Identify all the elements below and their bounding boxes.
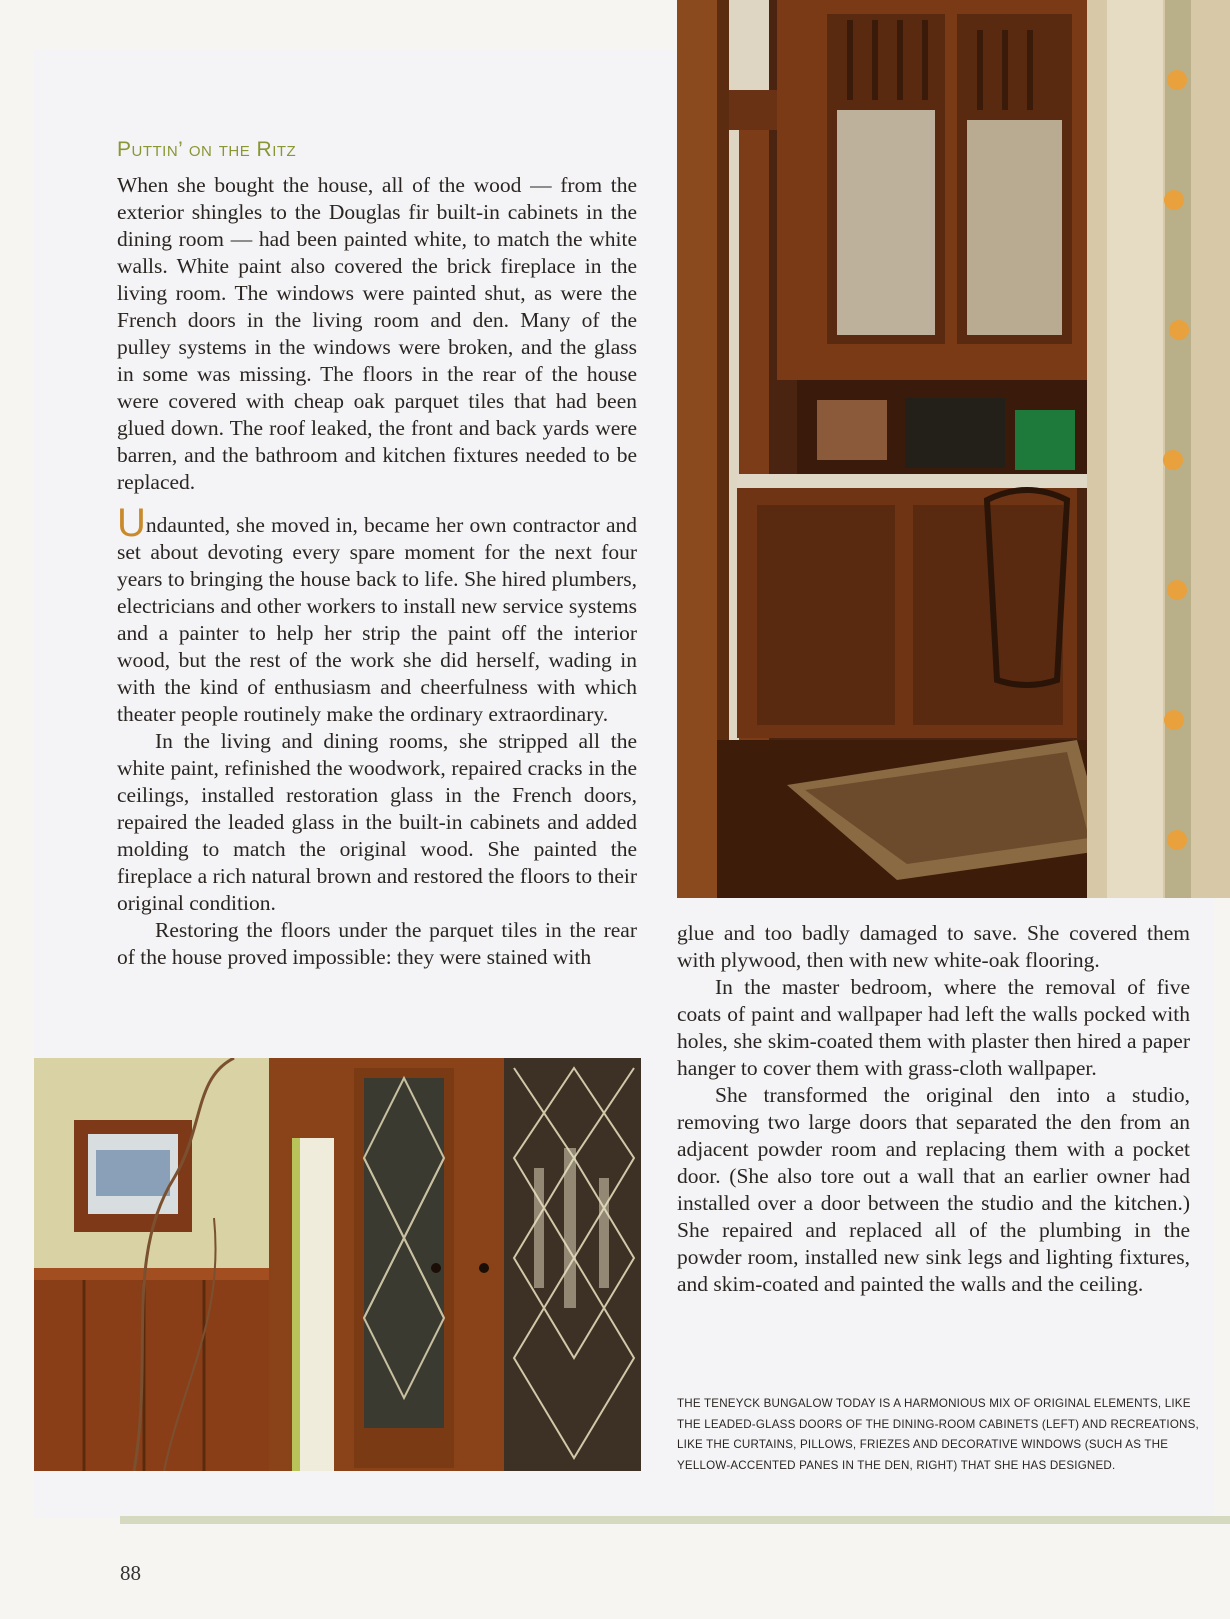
paragraph: glue and too badly damaged to save. She covered them with plywood, then with new white-oak flooring.: [677, 921, 1190, 972]
paragraph: When she bought the house, all of the wood — from the exterior shingles to the Douglas fir built-in cabinets in the dining room — had been painted white, to match the white walls. White paint also covered the brick fireplace in the living room. The windows were painted shut, as were the French doors in the living room and den. Many of the pulley systems in the windows were broken, and the glass in some was missing. The floors in the rear of the house were covered with cheap oak parquet tiles that had been glued down. The roof leaked, the front and back yards were barren, and the bathroom and kitchen fixtures needed to be replaced.: [117, 173, 637, 494]
paragraph: In the master bedroom, where the removal of five coats of paint and wallpaper had left the walls pocked with holes, she skim-coated them with plaster then hired a paper hanger to cover them with grass-cloth wallpaper.: [677, 975, 1190, 1080]
paragraph: In the living and dining rooms, she stripped all the white paint, refinished the woodwork, repaired cracks in the ceilings, installed restoration glass in the French doors, repaired the leaded glass in the built-in cabinets and added molding to match the original wood. She painted the fireplace a rich natural brown and restored the floors to their original condition.: [117, 729, 637, 915]
drop-cap: U: [117, 501, 146, 545]
cabinet-illustration: [677, 0, 1230, 898]
text-column-left: [117, 172, 637, 971]
paragraph-dropcap: [117, 501, 637, 728]
section-headline: Puttin’ on the Ritz: [117, 138, 297, 161]
leaded-glass-illustration: [34, 1058, 641, 1471]
paragraph: Restoring the floors under the parquet tiles in the rear of the house proved impossible: they were stained with: [117, 918, 637, 969]
footer-rule: [120, 1516, 1230, 1524]
page-number: 88: [120, 1561, 141, 1585]
photo-leaded-glass-doors: [34, 1058, 641, 1471]
paragraph-text: ndaunted, she moved in, became her own contractor and set about devoting every spare moment for the next four years to bringing the house back to life. She hired plumbers, electricians and other workers to install new service systems and a painter to help her strip the paint off the interior wood, but the rest of the work she did herself, wading in with the kind of enthusiasm and cheerfulness with which theater people routinely make the ordinary extraordinary.: [117, 513, 637, 726]
text-column-right: [677, 920, 1190, 1298]
paragraph: She transformed the original den into a studio, removing two large doors that separated the den from an adjacent powder room and replacing them with a pocket door. (She also tore out a wall that an earlier owner had installed over a door between the studio and the kitchen.) She repaired and replaced all of the plumbing in the powder room, installed new sink legs and lighting fixtures, and skim-coated and painted the walls and the ceiling.: [677, 1083, 1190, 1296]
photo-caption: THE TENEYCK BUNGALOW TODAY IS A HARMONIOUS MIX OF ORIGINAL ELEMENTS, LIKE THE LEADED-GLASS DOORS OF THE DINING-ROOM CABINETS (LEFT) AND RECREATIONS, LIKE THE CURTAINS, PILLOWS, FRIEZES AND DECORATIVE WINDOWS (SUCH AS THE YELLOW-ACCENTED PANES IN THE DEN, RIGHT) THAT SHE HAS DESIGNED.: [677, 1397, 1199, 1472]
photo-dining-cabinet: [677, 0, 1230, 898]
